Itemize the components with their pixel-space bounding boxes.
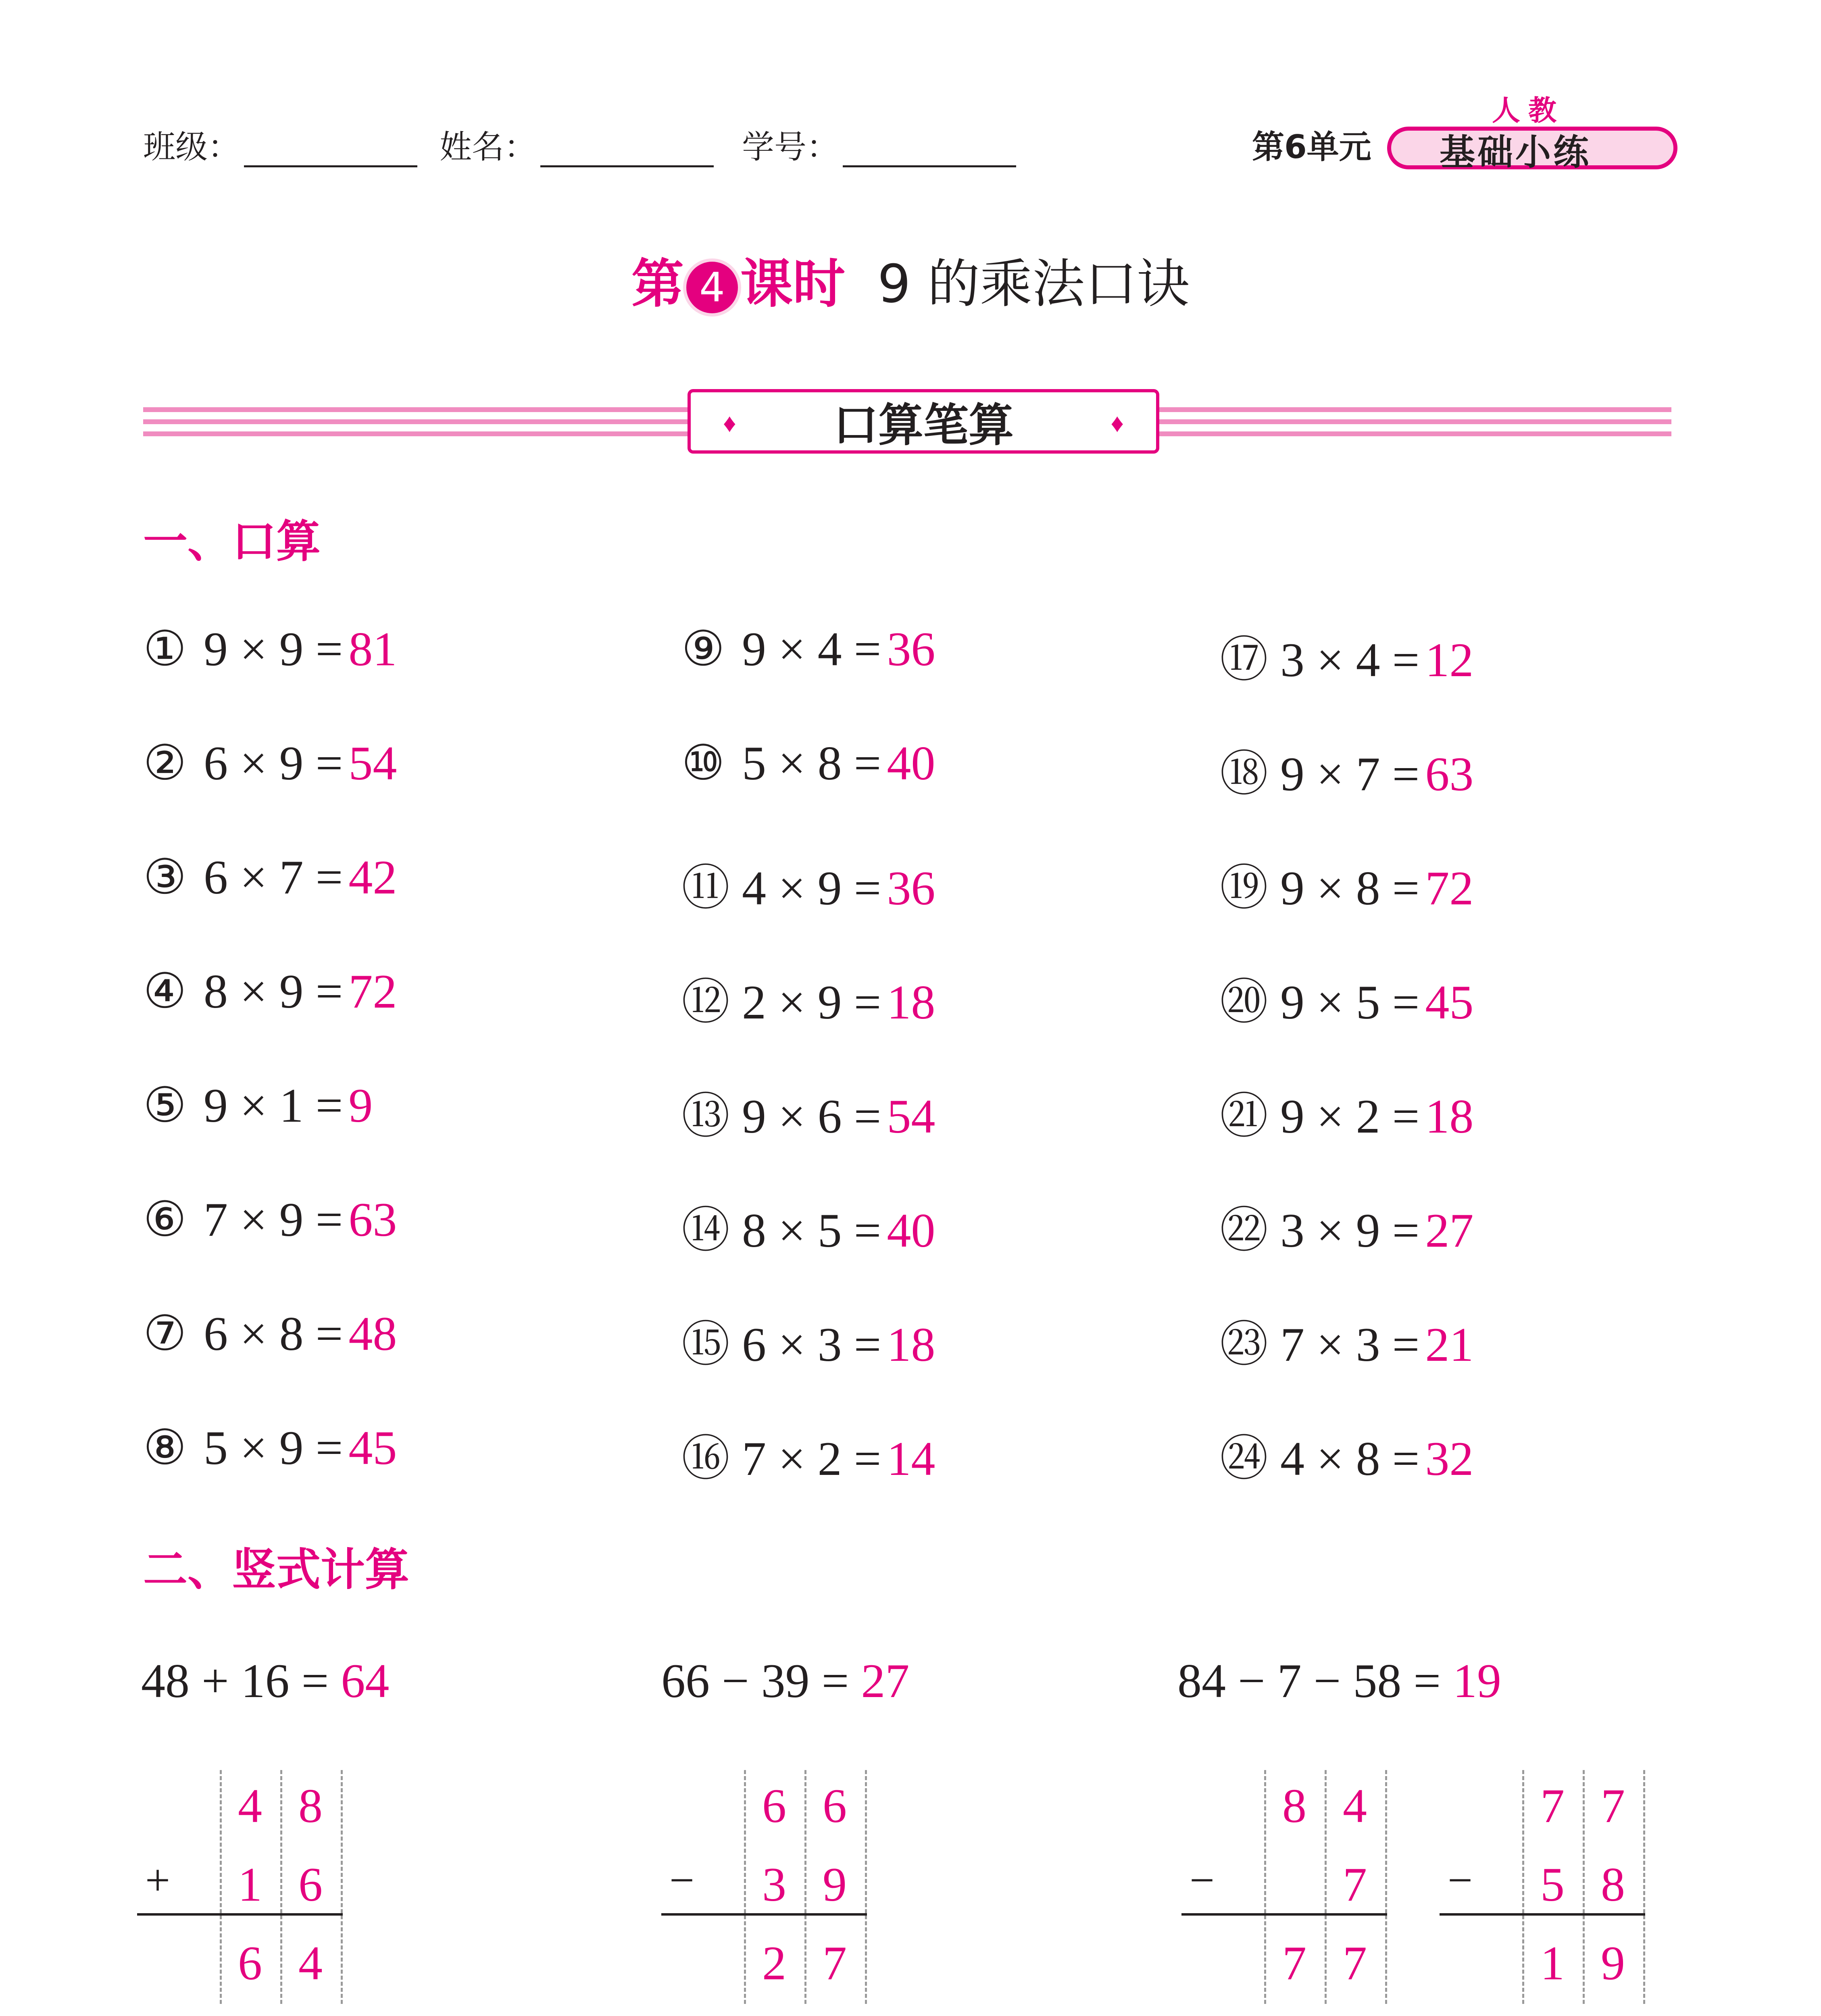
problem-number: ⑦ <box>143 1307 187 1360</box>
section-vertical-heading: 二、竖式计算 <box>143 1544 409 1595</box>
oral-problem <box>1220 1420 1473 1489</box>
oral-problem <box>681 1306 935 1375</box>
student-id-label: 学号： <box>742 128 839 166</box>
problem-answer: 54 <box>348 736 397 790</box>
digit-top: 8 <box>1282 1779 1306 1833</box>
operator-sign: − <box>1190 1856 1215 1905</box>
problem-number: ① <box>143 622 187 676</box>
problem-answer: 36 <box>887 622 936 676</box>
problem-expression: 9 × 8 = <box>1280 861 1420 915</box>
lesson-suffix: 课时 <box>740 253 845 314</box>
problem-number: ⑳ <box>1220 975 1268 1029</box>
equation-answer: 19 <box>1453 1654 1502 1708</box>
oral-problem <box>143 849 397 905</box>
digit-top: 8 <box>298 1779 323 1833</box>
oral-problem <box>681 849 935 918</box>
problem-expression: 7 × 2 = <box>742 1432 881 1485</box>
problem-number: ⑲ <box>1220 861 1268 915</box>
oral-problem <box>143 1077 373 1133</box>
problem-number: ⑩ <box>681 736 725 790</box>
problem-expression: 3 × 9 = <box>1280 1204 1420 1257</box>
problem-number: ③ <box>143 850 187 904</box>
problem-answer: 40 <box>887 1204 936 1257</box>
equation-expr: 66 − 39 = <box>661 1654 849 1708</box>
problem-answer: 36 <box>887 861 936 915</box>
problem-expression: 6 × 3 = <box>742 1318 881 1371</box>
problem-answer: 40 <box>887 736 936 790</box>
banner-stripe-left-2 <box>143 419 688 424</box>
oral-problem <box>143 1306 397 1362</box>
problem-number: ⑪ <box>681 861 730 915</box>
digit-guide-line <box>1643 1770 1645 2004</box>
oral-problem <box>143 1420 397 1476</box>
vertical-calc <box>661 1770 871 2012</box>
problem-expression: 5 × 9 = <box>204 1421 343 1475</box>
problem-answer: 72 <box>348 964 397 1018</box>
name-field <box>440 121 714 167</box>
digit-guide-line <box>1385 1770 1387 2004</box>
equation-expr: 48 + 16 = <box>141 1654 329 1708</box>
problem-expression: 5 × 8 = <box>742 736 881 790</box>
student-id-blank[interactable] <box>843 135 1016 167</box>
digit-mid: 1 <box>238 1858 262 1911</box>
problem-number: ⑯ <box>681 1432 730 1485</box>
problem-expression: 8 × 9 = <box>204 964 343 1018</box>
problem-answer: 9 <box>348 1079 373 1132</box>
problem-number: ⑬ <box>681 1089 730 1143</box>
problem-expression: 9 × 1 = <box>204 1079 343 1132</box>
problem-number: ㉔ <box>1220 1432 1268 1485</box>
series-badge <box>1387 94 1677 173</box>
problem-expression: 8 × 5 = <box>742 1204 881 1257</box>
unit-label: 第6单元 <box>1252 128 1371 166</box>
problem-answer: 21 <box>1425 1318 1474 1371</box>
digit-res: 2 <box>762 1936 786 1990</box>
problem-expression: 4 × 9 = <box>742 861 881 915</box>
problem-answer: 32 <box>1425 1432 1474 1485</box>
operator-sign: − <box>669 1856 695 1905</box>
problem-answer: 18 <box>1425 1089 1474 1143</box>
digit-mid: 3 <box>762 1858 786 1911</box>
problem-number: ② <box>143 736 187 790</box>
problem-expression: 9 × 5 = <box>1280 975 1420 1029</box>
publisher-label: 人教 <box>1492 94 1565 127</box>
banner-stripe-left-3 <box>143 431 688 436</box>
digit-top: 7 <box>1601 1779 1625 1833</box>
digit-guide-line <box>341 1770 343 2004</box>
oral-problem <box>143 621 397 677</box>
equation-answer: 27 <box>861 1654 910 1708</box>
problem-expression: 7 × 9 = <box>204 1193 343 1246</box>
class-label: 班级： <box>143 128 240 166</box>
sum-rule <box>137 1913 343 1916</box>
digit-top: 4 <box>238 1779 262 1833</box>
oral-problem <box>681 1077 935 1147</box>
problem-answer: 27 <box>1425 1204 1474 1257</box>
equation-answer: 64 <box>341 1654 390 1708</box>
equation-expr: 84 − 7 − 58 = <box>1177 1654 1441 1708</box>
problem-number: ④ <box>143 964 187 1018</box>
digit-res: 7 <box>1282 1936 1306 1990</box>
problem-expression: 9 × 6 = <box>742 1089 881 1143</box>
vertical-calc <box>1440 1770 1649 2012</box>
operator-sign: + <box>145 1856 171 1905</box>
oral-problem <box>1220 963 1473 1033</box>
problem-answer: 45 <box>348 1421 397 1475</box>
oral-problem <box>143 735 397 791</box>
problem-answer: 54 <box>887 1089 936 1143</box>
oral-problem <box>681 621 935 677</box>
oral-problem <box>681 1191 935 1261</box>
digit-mid: 6 <box>298 1858 323 1911</box>
problem-answer: 48 <box>348 1307 397 1360</box>
problem-answer: 63 <box>1425 747 1474 801</box>
digit-mid: 8 <box>1601 1858 1625 1911</box>
digit-res: 6 <box>238 1936 262 1990</box>
digit-top: 4 <box>1343 1779 1367 1833</box>
oral-problem <box>681 963 935 1033</box>
problem-expression: 7 × 3 = <box>1280 1318 1420 1371</box>
digit-guide-line <box>865 1770 867 2004</box>
diamond-icon: ♦ <box>723 409 736 437</box>
equation-2 <box>661 1653 909 1709</box>
problem-expression: 6 × 7 = <box>204 850 343 904</box>
problem-expression: 9 × 9 = <box>204 622 343 676</box>
digit-top: 7 <box>1540 1779 1565 1833</box>
problem-answer: 72 <box>1425 861 1474 915</box>
problem-answer: 18 <box>887 975 936 1029</box>
oral-problem <box>143 1191 397 1248</box>
oral-problem <box>681 1420 935 1489</box>
lesson-title <box>0 242 1821 317</box>
problem-number: ⑱ <box>1220 747 1268 801</box>
oral-problem <box>1220 849 1473 918</box>
class-blank[interactable] <box>244 135 417 167</box>
digit-mid: 9 <box>823 1858 847 1911</box>
oral-problem <box>1220 621 1473 690</box>
problem-expression: 3 × 4 = <box>1280 633 1420 687</box>
lesson-number-badge: 4 <box>686 262 738 313</box>
problem-number: ㉑ <box>1220 1089 1268 1143</box>
digit-top: 6 <box>762 1779 786 1833</box>
oral-problem <box>143 963 397 1019</box>
problem-answer: 63 <box>348 1193 397 1246</box>
digit-res: 9 <box>1601 1936 1625 1990</box>
oral-problem <box>1220 1306 1473 1375</box>
section-oral-heading: 一、口算 <box>143 516 321 567</box>
banner-stripe-right-3 <box>1159 431 1671 436</box>
lesson-prefix: 第 <box>631 253 684 314</box>
sum-rule <box>1440 1913 1645 1916</box>
digit-res: 7 <box>1343 1936 1367 1990</box>
digit-mid: 5 <box>1540 1858 1565 1911</box>
oral-problem <box>681 735 935 791</box>
problem-expression: 2 × 9 = <box>742 975 881 1029</box>
problem-expression: 9 × 7 = <box>1280 747 1420 801</box>
vertical-calc <box>137 1770 347 2012</box>
problem-number: ⑮ <box>681 1318 730 1371</box>
banner-stripe-right-1 <box>1159 407 1671 412</box>
sum-rule <box>1181 1913 1387 1916</box>
problem-expression: 6 × 9 = <box>204 736 343 790</box>
diamond-icon: ♦ <box>1111 409 1124 437</box>
banner-title: 口算笔算 <box>833 399 1014 452</box>
problem-number: ⑫ <box>681 975 730 1029</box>
digit-res: 7 <box>823 1936 847 1990</box>
oral-problem <box>1220 1191 1473 1261</box>
problem-number: ⑭ <box>681 1204 730 1257</box>
problem-number: ⑤ <box>143 1079 187 1132</box>
problem-answer: 45 <box>1425 975 1474 1029</box>
digit-top: 6 <box>823 1779 847 1833</box>
class-field <box>143 121 417 167</box>
vertical-calc <box>1181 1770 1391 2012</box>
lesson-topic: 9 的乘法口诀 <box>877 253 1190 314</box>
section-banner <box>688 389 1159 454</box>
problem-answer: 12 <box>1425 633 1474 687</box>
problem-number: ⑰ <box>1220 633 1268 687</box>
banner-stripe-left-1 <box>143 407 688 412</box>
student-id-field <box>742 121 1016 167</box>
equation-1 <box>141 1653 389 1709</box>
problem-number: ㉒ <box>1220 1204 1268 1257</box>
operator-sign: − <box>1448 1856 1473 1905</box>
problem-number: ㉓ <box>1220 1318 1268 1371</box>
name-blank[interactable] <box>540 135 714 167</box>
problem-answer: 81 <box>348 622 397 676</box>
problem-answer: 42 <box>348 850 397 904</box>
digit-mid: 7 <box>1343 1858 1367 1911</box>
digit-res: 1 <box>1540 1936 1565 1990</box>
digit-res: 4 <box>298 1936 323 1990</box>
banner-stripe-right-2 <box>1159 419 1671 424</box>
problem-expression: 6 × 8 = <box>204 1307 343 1360</box>
sum-rule <box>661 1913 867 1916</box>
problem-answer: 18 <box>887 1318 936 1371</box>
problem-number: ⑨ <box>681 622 725 676</box>
problem-expression: 4 × 8 = <box>1280 1432 1420 1485</box>
problem-number: ⑧ <box>143 1421 187 1475</box>
problem-number: ⑥ <box>143 1193 187 1246</box>
problem-expression: 9 × 4 = <box>742 622 881 676</box>
problem-expression: 9 × 2 = <box>1280 1089 1420 1143</box>
series-title: 基础小练 <box>1440 131 1592 173</box>
equation-3 <box>1177 1653 1501 1709</box>
oral-problem <box>1220 1077 1473 1147</box>
problem-answer: 14 <box>887 1432 936 1485</box>
oral-problem <box>1220 735 1473 804</box>
name-label: 姓名： <box>440 128 536 166</box>
